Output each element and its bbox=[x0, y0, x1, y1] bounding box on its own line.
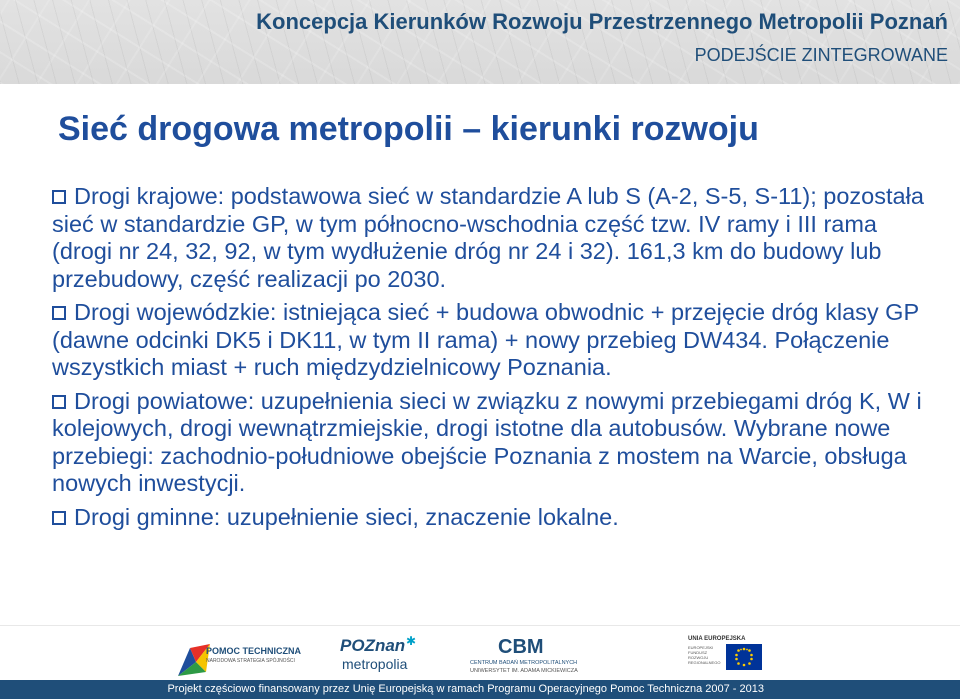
checkbox-bullet-icon bbox=[52, 306, 66, 320]
bullet-item bbox=[52, 299, 932, 382]
project-title: Koncepcja Kierunków Rozwoju Przestrzennego Metropolii Poznań bbox=[256, 9, 948, 34]
bullet-item bbox=[52, 388, 932, 498]
cbm-wordmark: CBM bbox=[498, 636, 544, 658]
cbm-uam: UNIWERSYTET IM. ADAMA MICKIEWICZA bbox=[470, 668, 578, 674]
nss-label: NARODOWA STRATEGIA SPÓJNOŚCI bbox=[206, 658, 295, 664]
eu-logo bbox=[688, 636, 768, 676]
pomoc-techniczna-label: POMOC TECHNICZNA bbox=[206, 646, 301, 656]
poznan-wordmark: POZnan bbox=[340, 636, 406, 655]
cbm-subtitle: CENTRUM BADAŃ METROPOLITALNYCH bbox=[470, 660, 578, 666]
bullet-text: Drogi powiatowe: uzupełnienia sieci w związku z nowymi przebiegami dróg K, W i kolejowych, drogi wewnątrzmiejskie, drogi istotne dla autobusów. Wybrane nowe przebiegi: zachodnio-południowe obejście Poznania z mostem na Warcie, obsługa nowych inwestycji. bbox=[52, 387, 922, 496]
footer-logos bbox=[0, 625, 960, 681]
poznan-metropolia-logo bbox=[340, 636, 420, 676]
bullet-list bbox=[52, 183, 932, 537]
metropolia-wordmark: metropolia bbox=[342, 656, 408, 672]
eu-fund-label: EUROPEJSKI FUNDUSZ ROZWOJU REGIONALNEGO bbox=[688, 645, 721, 665]
project-subtitle: PODEJŚCIE ZINTEGROWANE bbox=[694, 45, 948, 65]
bullet-item bbox=[52, 504, 932, 532]
eu-label: UNIA EUROPEJSKA bbox=[688, 636, 746, 642]
bullet-text: Drogi krajowe: podstawowa sieć w standardzie A lub S (A-2, S-5, S-11); pozostała sieć w standardzie GP, w tym północno-wschodnia część tzw. IV ramy i III rama (drogi nr 24, 32, 92, w tym wydłużenie dróg nr 24 i 32). 161,3 km do budowy lub przebudowy, część realizacji po 2030. bbox=[52, 183, 924, 292]
slide-title: Sieć drogowa metropolii – kierunki rozwoju bbox=[58, 110, 759, 148]
header-banner bbox=[0, 0, 960, 84]
cbm-logo bbox=[470, 636, 594, 676]
footer-funding-text: Projekt częściowo finansowany przez Unię Europejską w ramach Programu Operacyjnego Pomoc Techniczna 2007 - 2013 bbox=[167, 683, 764, 695]
eu-flag-icon bbox=[726, 644, 762, 670]
checkbox-bullet-icon bbox=[52, 190, 66, 204]
pomoc-techniczna-logo bbox=[176, 640, 301, 678]
checkbox-bullet-icon bbox=[52, 511, 66, 525]
footer-bar bbox=[0, 680, 960, 699]
star-icon: ✱ bbox=[406, 634, 417, 648]
bullet-item bbox=[52, 183, 932, 293]
bullet-text: Drogi wojewódzkie: istniejąca sieć + budowa obwodnic + przejęcie dróg klasy GP (dawne odcinki DK5 i DK11, w tym II rama) + nowy przebieg DW434. Połączenie wszystkich miast + ruch międzydzielnicowy Poznania. bbox=[52, 299, 919, 380]
bullet-text: Drogi gminne: uzupełnienie sieci, znaczenie lokalne. bbox=[74, 503, 619, 530]
checkbox-bullet-icon bbox=[52, 395, 66, 409]
